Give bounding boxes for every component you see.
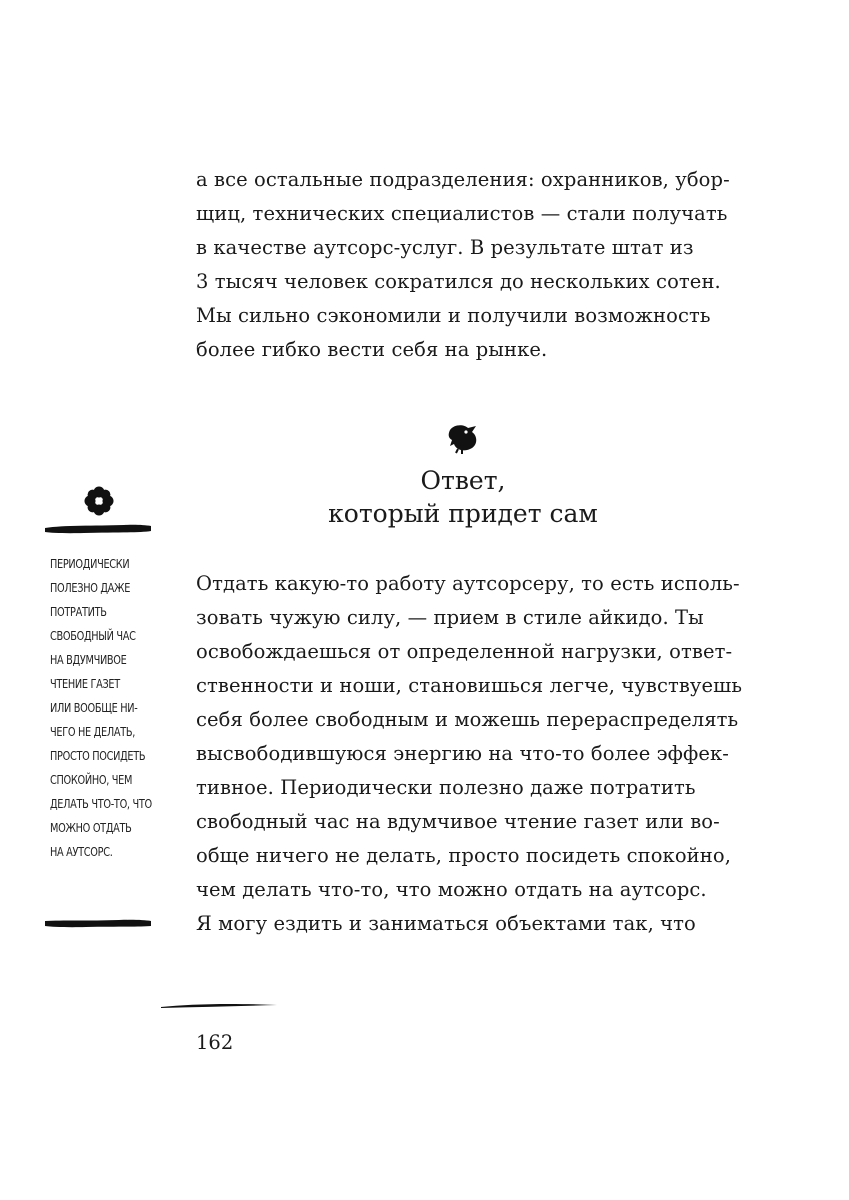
- sidebar-quote-line: НА АУТСОРС.: [50, 844, 113, 859]
- text-line: обще ничего не делать, просто посидеть спокойно,: [196, 844, 732, 867]
- text-line: Отдать какую-то работу аутсорсеру, то есть исполь-: [196, 572, 740, 595]
- page-number: 162: [196, 1031, 234, 1054]
- text-line: в качестве аутсорс-услуг. В результате штат из: [196, 236, 694, 259]
- sidebar-quote-line: НА ВДУМЧИВОЕ: [50, 652, 127, 667]
- sidebar-quote-line: ДЕЛАТЬ ЧТО-ТО, ЧТО: [50, 796, 152, 811]
- text-line: освобождаешься от определенной нагрузки, ответ-: [196, 640, 733, 663]
- sidebar-quote-line: СВОБОДНЫЙ ЧАС: [50, 628, 136, 643]
- text-line: более гибко вести себя на рынке.: [196, 338, 548, 361]
- sidebar-quote-line: ЧТЕНИЕ ГАЗЕТ: [50, 676, 120, 691]
- text-line: себя более свободным и можешь перераспределять: [196, 708, 739, 731]
- sidebar-bottom-rule: [44, 916, 152, 930]
- sidebar-quote-line: ИЛИ ВООБЩЕ НИ-: [50, 700, 138, 715]
- footer-rule: [160, 1000, 278, 1010]
- body-paragraph-2: [196, 567, 743, 941]
- sidebar-quote-line: ПЕРИОДИЧЕСКИ: [50, 556, 130, 571]
- text-line: ственности и ноши, становишься легче, чувствуешь: [196, 674, 743, 697]
- sidebar-quote-line: ПРОСТО ПОСИДЕТЬ: [50, 748, 146, 763]
- text-line: Я могу ездить и заниматься объектами так, что: [196, 912, 696, 935]
- text-line: свободный час на вдумчивое чтение газет или во-: [196, 810, 720, 833]
- heading-line-1: Ответ,: [420, 466, 506, 495]
- bird-icon: [446, 422, 482, 454]
- text-line: щиц, технических специалистов — стали получать: [196, 202, 728, 225]
- sidebar-quote-line: ПОТРАТИТЬ: [50, 604, 107, 619]
- flower-icon: [84, 486, 114, 516]
- text-line: зовать чужую силу, — прием в стиле айкидо. Ты: [196, 606, 704, 629]
- text-line: а все остальные подразделения: охранников, убор-: [196, 168, 730, 191]
- sidebar-quote-line: СПОКОЙНО, ЧЕМ: [50, 772, 133, 787]
- heading-line-2: который придет сам: [328, 499, 598, 528]
- sidebar-quote-line: ЧЕГО НЕ ДЕЛАТЬ,: [50, 724, 136, 739]
- text-line: высвободившуюся энергию на что-то более эффек-: [196, 742, 729, 765]
- section-heading: [196, 464, 730, 530]
- text-line: 3 тысяч человек сократился до нескольких сотен.: [196, 270, 721, 293]
- sidebar-quote: [50, 552, 152, 864]
- text-line: Мы сильно сэкономили и получили возможность: [196, 304, 711, 327]
- text-line: тивное. Периодически полезно даже потратить: [196, 776, 696, 799]
- sidebar-quote-line: ПОЛЕЗНО ДАЖЕ: [50, 580, 131, 595]
- body-paragraph-1: [196, 163, 736, 367]
- sidebar-top-rule: [44, 522, 152, 536]
- text-line: чем делать что-то, что можно отдать на аутсорс.: [196, 878, 707, 901]
- sidebar-quote-line: МОЖНО ОТДАТЬ: [50, 820, 132, 835]
